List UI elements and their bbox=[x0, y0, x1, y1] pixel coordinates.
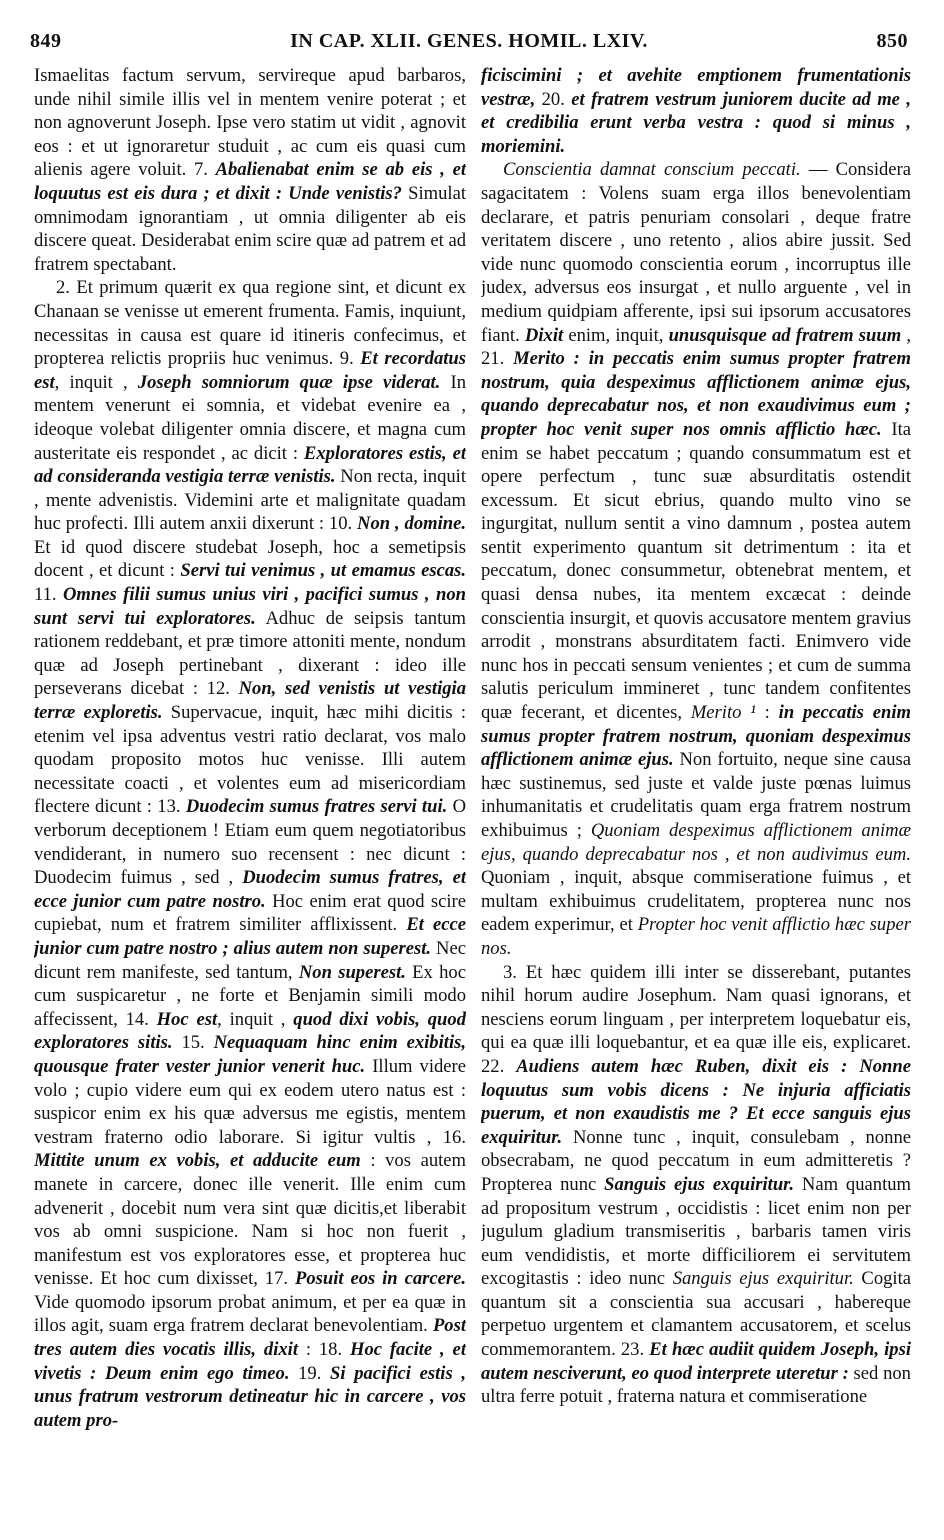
text-run: Ita enim se habet peccatum ; quando consummatum est et opere perfectum , tunc suæ absurditatis ostendit excessum. Et sicut ebrius, quando multo vino se ingurgitat, nullum sentit a vino damnum , postea autem sentit experimento quantum sit detrimentum : ita et peccatum, donec consummetur, obtenebrat mentem, et quasi densa nubes, ita mentem excæcat : deinde conscientia insurgit, et quovis accusatore mentem gravius arrodit , monstrans absurditatem facti. Enimvero vide nunc hos in peccati sensum venientes ; et cum de summa salutis periculum immineret , tunc tandem confitentes quæ fecerant, et dicentes, bbox=[481, 418, 911, 724]
text-run: , 21. bbox=[481, 324, 911, 370]
scripture-quote: Et hæc audiit quidem Joseph, ipsi autem nesciverunt, eo quod interprete uteretur : bbox=[481, 1339, 911, 1384]
scripture-quote: Et recordatus est bbox=[34, 348, 466, 393]
scripture-quote: Non , domine. bbox=[357, 513, 466, 535]
scripture-quote: Dixit bbox=[524, 324, 564, 346]
paragraph bbox=[481, 64, 911, 158]
text-run: Non recta, inquit , mente advenistis. Videmini arte et malignitate quadam huc profecti. Illi autem anxii dixerunt : 10. bbox=[34, 466, 466, 535]
scripture-quote: in peccatis enim sumus propter fratrem nostrum, quoniam despeximus afflictionem animæ ejus. bbox=[481, 702, 911, 771]
scripture-quote: Sanguis ejus exquiritur. bbox=[604, 1173, 795, 1195]
scripture-quote: Propter hoc venit afflictio hæc super nos. bbox=[481, 914, 911, 959]
text-run: Ex hoc cum suspicaretur , ne forte et Benjamin simili modo affecissent, 14. bbox=[34, 961, 466, 1030]
text-run: enim, inquit, bbox=[563, 324, 669, 346]
text-run: Vide quomodo ipsorum probat animum, et per ea quæ in illos agit, suam erga fratrem declarat benevolentiam. bbox=[34, 1291, 466, 1337]
running-title: IN CAP. XLII. GENES. HOMIL. LXIV. bbox=[290, 30, 648, 52]
text-run: , inquit , bbox=[54, 371, 138, 393]
text-run: : bbox=[755, 702, 779, 724]
scripture-quote: Posuit eos in carcere. bbox=[294, 1268, 466, 1290]
text-run: Simulat omnimodam ignorantiam , ut omnia diligenter ab eis discere queat. Desiderabat enim scire quæ ad patrem et ad fratrem spectabant. bbox=[34, 182, 466, 275]
scripture-quote: Post tres autem dies vocatis illis, dixit bbox=[34, 1315, 466, 1361]
text-run: 2. Et primum quærit ex qua regione sint, et dicunt ex Chanaan se venisse ut emerent frumenta. Famis, inquiunt, necessitas in causa est quare id itineris confecimus, et propterea relictis propriis huc venimus. 9. bbox=[34, 277, 466, 370]
text-run: Nam quantum ad propositum vestrum , occidistis : licet enim non per jugulum gladium transmiseritis , barbaris tamen viris eum vendidistis, et morte difficiliorem ei servitutem excogitastis : ideo nunc bbox=[481, 1173, 911, 1290]
scripture-quote: Non, sed venistis ut vestigia terræ exploretis. bbox=[34, 678, 466, 724]
text-run: — Considera sagacitatem : Volens suam erga illos benevolentiam declarare, et patris penuriam consolari , deque fratre veritatem discere , uno retento , alios abire jussit. Sed vide nunc quomodo conscientia eorum , incorruptus ille judex, adversus eos insurgat , et nullo arguente , vel in medium quidpiam afferente, ipsi sui ipsorum accusatores fiant. bbox=[481, 159, 911, 346]
scripture-quote: unusquisque ad fratrem suum bbox=[668, 324, 902, 346]
text-run: Et id quod discere studebat Joseph, hoc a semetipsis docent , et dicunt : bbox=[34, 536, 466, 582]
scripture-quote: Non superest. bbox=[298, 961, 406, 983]
paragraph bbox=[34, 64, 466, 276]
scripture-quote: Mittite unum ex vobis, et adducite eum bbox=[34, 1150, 361, 1172]
text-run: Hoc enim erat quod scire cupiebat, num et fratrem similiter afflixissent. bbox=[34, 890, 466, 936]
scripture-quote: Joseph somniorum quæ ipse viderat. bbox=[137, 371, 441, 393]
text-run: In mentem venerunt ei somnia, et videbat evenire ea , ideoque volebat diligenter omnia discere, et magna cum austeritate eis respondet , ac dicit : bbox=[34, 371, 466, 464]
scripture-quote: et fratrem vestrum juniorem ducite ad me , et credibilia erunt verba vestra : quod si minus , moriemini. bbox=[481, 88, 911, 157]
left-column bbox=[34, 64, 466, 1526]
scripture-quote: Quoniam despeximus afflictionem animæ ejus, quando deprecabatur nos , et non audivimus eum. bbox=[481, 820, 911, 865]
scripture-quote: Omnes filii sumus unius viri , pacifici sumus , non sunt servi tui exploratores. bbox=[34, 584, 466, 629]
scripture-quote: Et ecce junior cum patre nostro ; alius autem non superest. bbox=[34, 914, 466, 959]
scripture-quote: Hoc facite , et vivetis : Deum enim ego timeo. bbox=[34, 1339, 466, 1384]
text-run: Ismaelitas factum servum, servireque apud barbaros, unde nihil simile illis vel in mentem venire poterat ; et non agnoverunt Joseph. Ipse vero statim ut vidit , agnovit eos : et ut ignoraretur studuit , ac cum eis quasi cum alienis agere voluit. 7. bbox=[34, 65, 466, 181]
text-run: Nonne tunc , inquit, consulebam , nonne obsecrabam, ne quod peccatum in eum admitteretis ? Propterea nunc bbox=[481, 1126, 911, 1195]
scripture-quote: quod dixi vobis, quod exploratores sitis. bbox=[34, 1008, 466, 1054]
paragraph bbox=[481, 158, 911, 960]
scripture-quote: Exploratores estis, et ad consideranda vestigia terræ venistis. bbox=[34, 442, 466, 488]
text-run: Quoniam , inquit, absque commiseratione fuimus , et multam exhibuimus crudelitatem, propterea nunc nos eadem experimur, et bbox=[481, 867, 911, 936]
right-column bbox=[481, 64, 911, 1526]
paragraph bbox=[481, 961, 911, 1409]
running-header bbox=[30, 30, 908, 60]
text-run: 19. bbox=[289, 1362, 331, 1384]
scripture-quote: Servi tui venimus , ut emamus escas. bbox=[180, 560, 466, 582]
text-run: Illum videre volo ; cupio videre eum qui ex eodem utero natus est : suspicor enim ex his quæ adversus me egistis, mentem vestram fraterno odio laborare. Si igitur vultis , 16. bbox=[34, 1055, 466, 1148]
scripture-quote: Merito ¹ bbox=[690, 702, 756, 724]
text-run: 15. bbox=[172, 1032, 214, 1054]
scripture-quote: Si pacifici estis , unus fratrum vestrorum detineatur hic in carcere , vos autem pro- bbox=[34, 1362, 466, 1431]
scripture-quote: Hoc est bbox=[156, 1008, 218, 1030]
page-number-right: 850 bbox=[876, 30, 908, 52]
text-run: sed non ultra ferre potuit , fraterna natura et commiseratione bbox=[481, 1362, 911, 1408]
scripture-quote: Conscientia damnat conscium peccati. bbox=[503, 159, 801, 181]
scripture-quote: Merito : in peccatis enim sumus propter fratrem nostrum, quia despeximus afflictionem animæ ejus, quando deprecabatur nos, et non exaudivimus eum ; propter hoc venit super nos omnis afflictio hæc. bbox=[481, 348, 911, 440]
text-run: : 18. bbox=[297, 1339, 350, 1361]
text-run: 20. bbox=[535, 88, 572, 110]
scripture-quote: ficiscimini ; et avehite emptionem frumentationis vestræ, bbox=[481, 65, 911, 110]
text-run: 3. Et hæc quidem illi inter se disserebant, putantes nihil horum audire Josephum. Nam quasi ignorans, et nesciens eorum linguam , per interpretem loquebatur eis, qui ea quæ illi loquebantur, et ea quæ ille eis, explicaret. 22. bbox=[481, 961, 911, 1077]
text-run: Cogita quantum sit a conscientia sua accusari , habereque perpetuo urgentem et clamantem accusatorem, et scelus commemorantem. 23. bbox=[481, 1268, 911, 1361]
text-run: Non fortuito, neque sine causa hæc sustinemus, sed juste et valde juste pœnas luimus inhumanitatis et crudelitatis quam erga fratrem nostrum exhibuimus ; bbox=[481, 749, 911, 841]
scripture-quote: Sanguis ejus exquiritur. bbox=[672, 1268, 854, 1290]
scripture-quote: Abalienabat enim se ab eis , et loquutus est eis dura ; et dixit : Unde venistis? bbox=[34, 159, 466, 204]
text-run: 11. bbox=[34, 584, 63, 606]
scripture-quote: Nequaquam hinc enim exibitis, quousque frater vester junior venerit huc. bbox=[34, 1032, 466, 1077]
text-run: Adhuc de seipsis tantum rationem reddebant, et præ timore attoniti mente, nondum quæ ad Joseph pertinebant , dixerant : ideo ille perseverans dicebat : 12. bbox=[34, 607, 466, 700]
page-number-left: 849 bbox=[30, 30, 62, 52]
text-run: , inquit , bbox=[217, 1008, 294, 1030]
scripture-quote: Audiens autem hæc Ruben, dixit eis : Nonne loquutus sum vobis dicens : Ne injuria afficiatis puerum, et non exaudistis me ? Et ecce sanguis ejus exquiritur. bbox=[481, 1055, 911, 1148]
paragraph bbox=[34, 276, 466, 1432]
text-run: Supervacue, inquit, hæc mihi dicitis : etenim vel ipsa adventus vestri ratio declarat, vos malo quodam proposito motos huc venisse. Illi autem necessitate coacti , et volentes eum ad misericordiam flectere dicunt : 13. bbox=[34, 702, 466, 818]
scripture-quote: Duodecim sumus fratres servi tui. bbox=[185, 796, 448, 818]
text-run: Nec dicunt rem manifeste, sed tantum, bbox=[34, 937, 466, 983]
text-run: : vos autem manete in carcere, donec ille venerit. Ille enim cum advenerit , docebit num vera sint quæ dicitis,et liberabit vos ab omni suspicione. Nam si hoc non fuerit , manifestum est vos exploratores esse, et propterea huc venisse. Et hoc cum dixisset, 17. bbox=[34, 1150, 466, 1290]
scripture-quote: Duodecim sumus fratres, et ecce junior cum patre nostro. bbox=[34, 867, 466, 912]
text-run: O verborum deceptionem ! Etiam eum quem negotiatoribus vendiderant, in numero suo recensent : nec dicunt : Duodecim fuimus , sed , bbox=[34, 796, 466, 889]
